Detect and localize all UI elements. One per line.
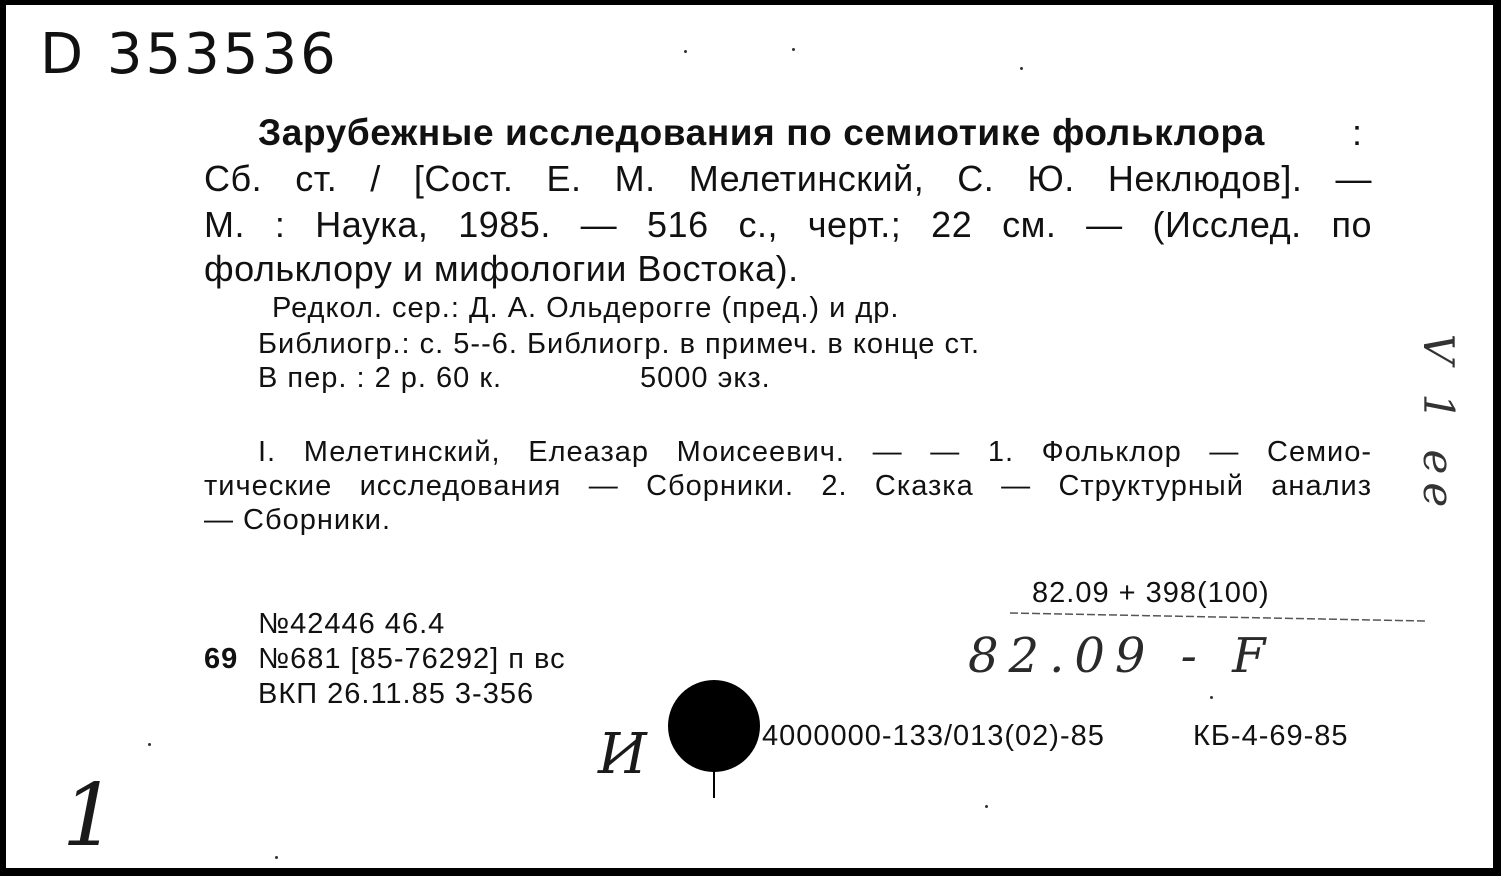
ink-stamp-tail [713, 770, 715, 798]
record-number-1: №42446 46.4 [258, 608, 446, 640]
record-number-3: ВКП 26.11.85 3-356 [258, 678, 535, 710]
classification-printed: 82.09 + 398(100) [1032, 577, 1270, 609]
title: Зарубежные исследования по семиотике фольклора [258, 112, 1265, 153]
scan-speck [275, 856, 278, 859]
description-line-2: М. : Наука, 1985. — 516 с., черт.; 22 см. — (Исслед. по [204, 204, 1372, 245]
isbn-code: 4000000-133/013(02)-85 [762, 720, 1105, 752]
note-bibliography: Библиогр.: с. 5--6. Библиогр. в примеч. в конце ст. [258, 328, 981, 360]
margin-mark: 1 [62, 766, 117, 866]
note-price: В пер. : 2 р. 60 к. [258, 362, 503, 394]
description-line-1: Сб. ст. / [Сост. Е. М. Мелетинский, С. Ю. Неклюдов]. — [204, 158, 1372, 199]
card-border-top [0, 0, 1501, 5]
description-line-3: фольклору и мифологии Востока). [204, 248, 799, 289]
card-border-bottom [0, 868, 1501, 876]
card-border-right [1493, 0, 1501, 876]
classification-handwritten: 82.09 - F [968, 628, 1276, 684]
scan-speck [792, 48, 795, 51]
note-editorial-board: Редкол. сер.: Д. А. Ольдерогге (пред.) и др. [272, 292, 900, 324]
scan-speck [1020, 67, 1023, 70]
record-number-2: №681 [85-76292] п вс [258, 643, 566, 675]
card-border-left [0, 0, 6, 876]
scan-speck [1210, 696, 1213, 699]
side-note: V 1 ee [1414, 333, 1464, 516]
handwritten-initial: И [598, 722, 647, 787]
record-prefix: 69 [204, 643, 239, 675]
note-copies: 5000 экз. [640, 362, 771, 394]
kb-code: КБ-4-69-85 [1193, 720, 1349, 752]
title-colon: : [1352, 112, 1363, 153]
subject-line-1: I. Мелетинский, Елеазар Моисеевич. — — 1. Фольклор — Семио- [258, 436, 1372, 468]
subject-line-2: тические исследования — Сборники. 2. Сказка — Структурный анализ [204, 470, 1372, 502]
scan-speck [684, 50, 687, 53]
call-number: D 353536 [40, 22, 339, 87]
scan-speck [148, 743, 151, 746]
scan-speck [985, 805, 988, 808]
subject-line-3: — Сборники. [204, 504, 392, 536]
ink-stamp [668, 680, 760, 772]
